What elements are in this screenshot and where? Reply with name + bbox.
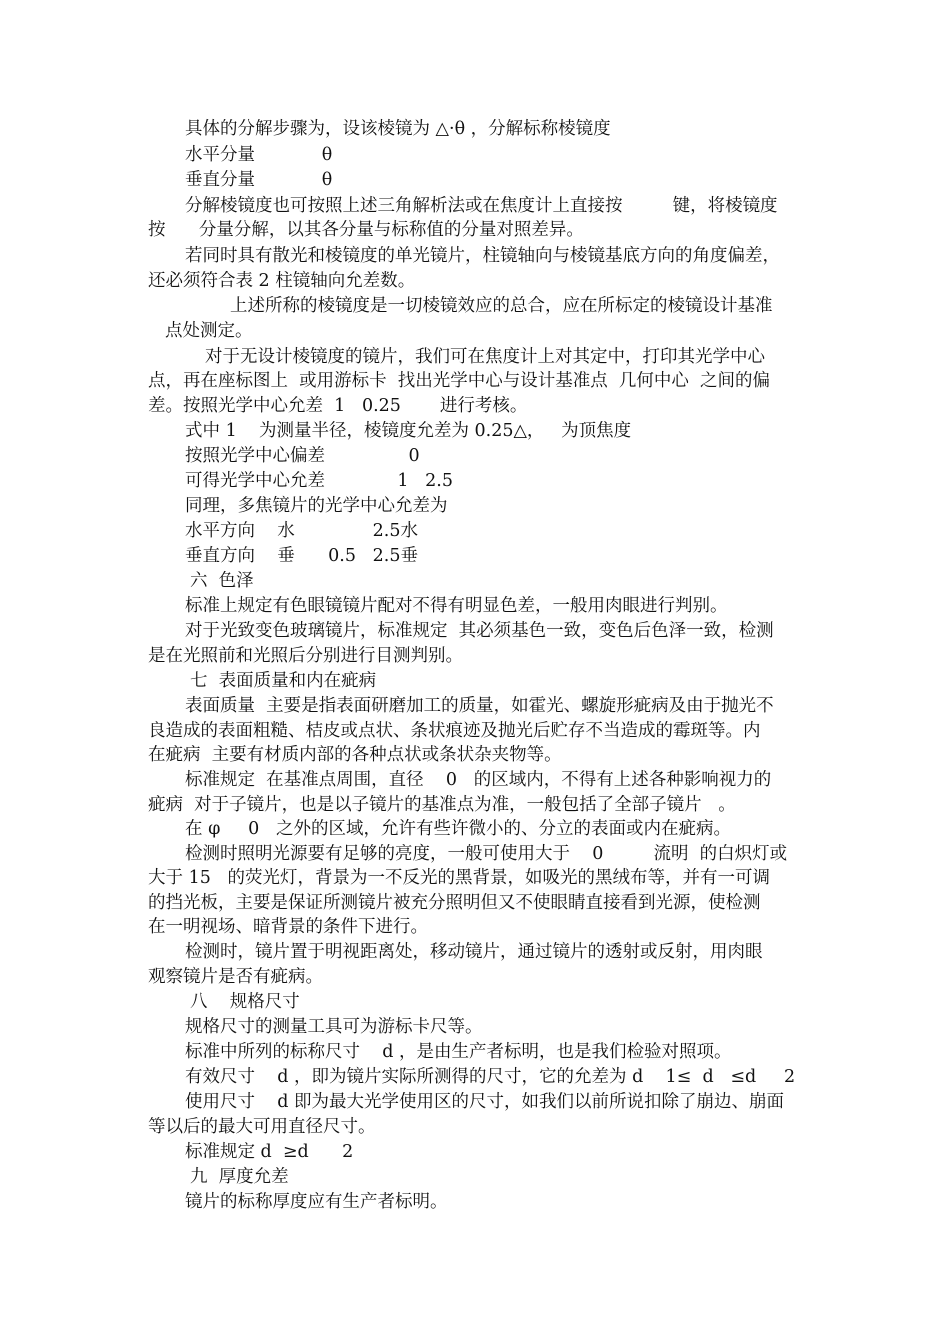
text-line: 点处测定。 (165, 321, 253, 341)
text-line: 对于无设计棱镜度的镜片，我们可在焦度计上对其定中，打印其光学中心 (205, 347, 765, 367)
section-heading: 七 表面质量和内在疵病 (190, 671, 377, 691)
text-line: 可得光学中心允差 1 2.5 (185, 471, 453, 491)
text-line: 疵病 对于子镜片，也是以子镜片的基准点为准，一般包括了全部子镜片 。 (148, 795, 736, 815)
section-heading: 八 规格尺寸 (190, 992, 300, 1012)
text-line: 使用尺寸 d 即为最大光学使用区的尺寸，如我们以前所说扣除了崩边、崩面 (185, 1092, 785, 1112)
text-line: 标准中所列的标称尺寸 d ，是由生产者标明，也是我们检验对照项。 (185, 1042, 732, 1062)
text-line: 式中 1 为测量半径，棱镜度允差为 0.25△， 为顶焦度 (185, 421, 632, 441)
text-line: 标准规定 在基准点周围，直径 0 的区域内，不得有上述各种影响视力的 (185, 770, 772, 790)
text-line: 具体的分解步骤为，设该棱镜为 △·θ ，分解标称棱镜度 (185, 119, 611, 139)
text-line: 表面质量 主要是指表面研磨加工的质量，如霍光、螺旋形疵病及由于抛光不 (185, 696, 774, 716)
text-line: 按 分量分解，以其各分量与标称值的分量对照差异。 (148, 220, 584, 240)
text-line: 差。按照光学中心允差 1 0.25 进行考核。 (148, 396, 528, 416)
text-line: 镜片的标称厚度应有生产者标明。 (185, 1192, 448, 1212)
text-line: 若同时具有散光和棱镜度的单光镜片，柱镜轴向与棱镜基底方向的角度偏差， (185, 246, 780, 266)
text-line: 按照光学中心偏差 0 (185, 446, 420, 466)
text-line: 在一明视场、暗背景的条件下进行。 (148, 917, 428, 937)
text-line: 良造成的表面粗糙、桔皮或点状、条状痕迹及抛光后贮存不当造成的霉斑等。内 (148, 721, 761, 741)
text-line: 点，再在座标图上 或用游标卡 找出光学中心与设计基准点 几何中心 之间的偏 (148, 371, 770, 391)
text-line: 水平方向 水 2.5水 (185, 521, 418, 541)
text-line: 对于光致变色玻璃镜片，标准规定 其必须基色一致，变色后色泽一致，检测 (185, 621, 774, 641)
text-line: 垂直方向 垂 0.5 2.5垂 (185, 546, 418, 566)
text-line: 同理，多焦镜片的光学中心允差为 (185, 496, 448, 516)
text-line: 上述所称的棱镜度是一切棱镜效应的总合，应在所标定的棱镜设计基准 (230, 296, 773, 316)
text-line: 检测时照明光源要有足够的亮度，一般可使用大于 0 流明 的白炽灯或 (185, 844, 788, 864)
text-line: 有效尺寸 d ，即为镜片实际所测得的尺寸，它的允差为 d 1≤ d ≤d 2 (185, 1067, 796, 1087)
text-line: 分解棱镜度也可按照上述三角解析法或在焦度计上直接按 键，将棱镜度 (185, 196, 778, 216)
text-line: 在疵病 主要有材质内部的各种点状或条状杂夹物等。 (148, 745, 562, 765)
section-heading: 九 厚度允差 (190, 1167, 289, 1187)
text-line: 还必须符合表 2 柱镜轴向允差数。 (148, 271, 416, 291)
text-line: 的挡光板，主要是保证所测镜片被充分照明但又不使眼睛直接看到光源，使检测 (148, 893, 761, 913)
text-line: 观察镜片是否有疵病。 (148, 967, 323, 987)
text-line: 规格尺寸的测量工具可为游标卡尺等。 (185, 1017, 483, 1037)
text-line: 标准规定 d ≥d 2 (185, 1142, 354, 1162)
text-line: 水平分量 θ (185, 145, 333, 165)
text-line: 等以后的最大可用直径尺寸。 (148, 1117, 376, 1137)
text-line: 标准上规定有色眼镜镜片配对不得有明显色差，一般用肉眼进行判别。 (185, 596, 728, 616)
section-heading: 六 色泽 (190, 571, 254, 591)
text-line: 是在光照前和光照后分别进行目测判别。 (148, 646, 463, 666)
text-line: 大于 15 的荧光灯，背景为一不反光的黑背景，如吸光的黑绒布等，并有一可调 (148, 868, 771, 888)
text-line: 检测时，镜片置于明视距离处，移动镜片，通过镜片的透射或反射，用肉眼 (185, 942, 763, 962)
text-line: 垂直分量 θ (185, 170, 333, 190)
text-line: 在 φ 0 之外的区域，允许有些许微小的、分立的表面或内在疵病。 (185, 819, 731, 839)
